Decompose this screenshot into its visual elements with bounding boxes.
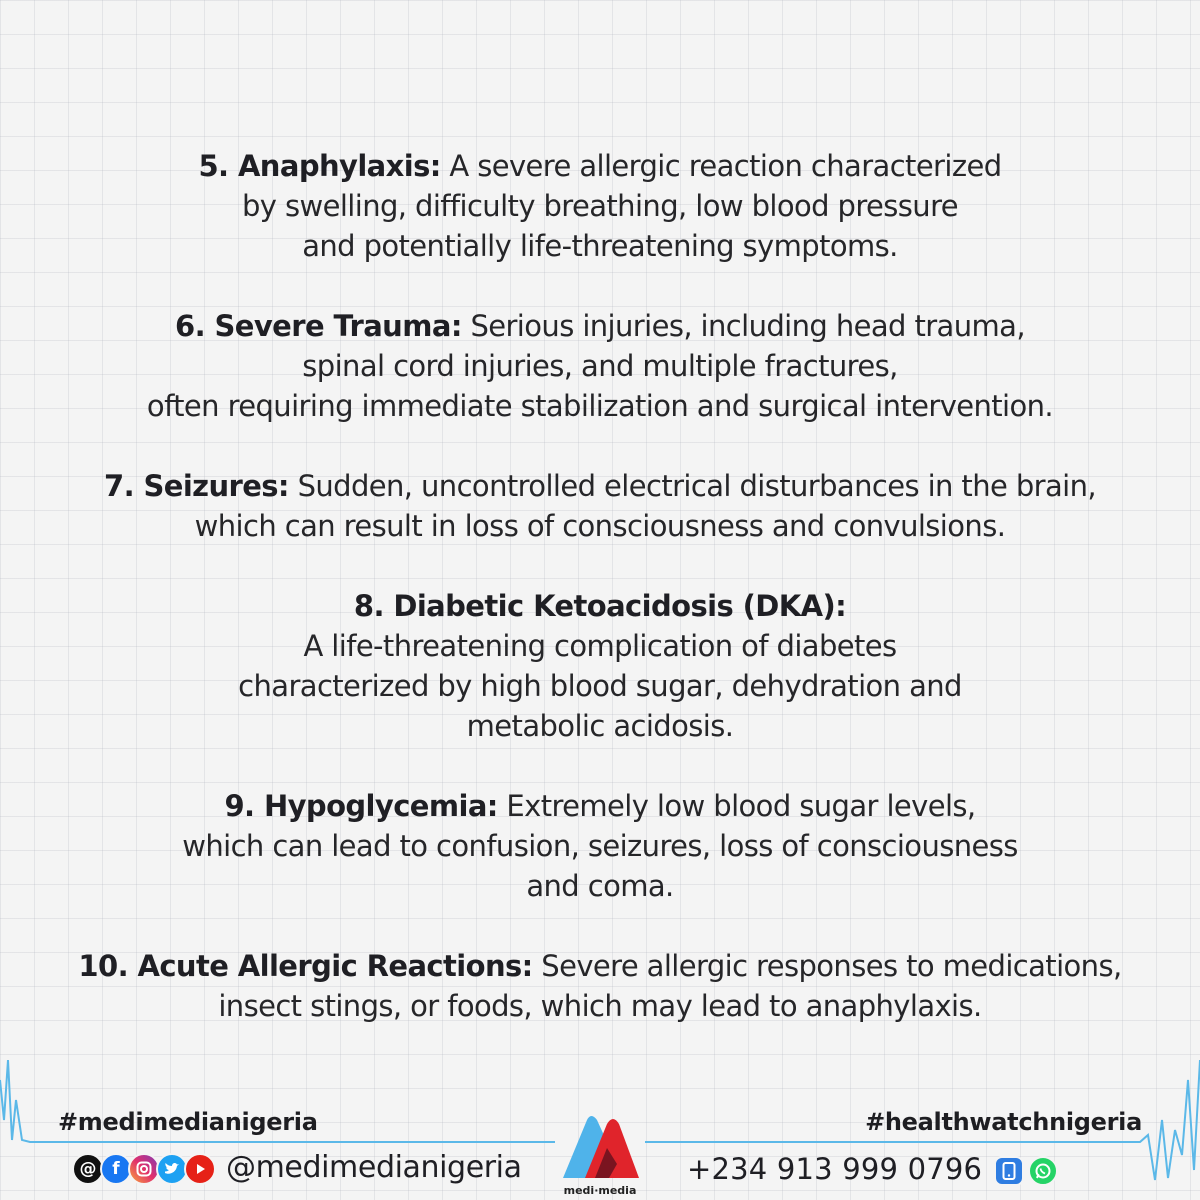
hashtag-medimedia[interactable]: #medimedianigeria xyxy=(58,1108,318,1136)
hashtag-healthwatch[interactable]: #healthwatchnigeria xyxy=(865,1108,1142,1136)
item-line xyxy=(0,306,1200,346)
whatsapp-icon[interactable] xyxy=(1028,1156,1058,1186)
list-item xyxy=(0,466,1200,546)
item-line xyxy=(0,466,1200,506)
social-icons xyxy=(72,1153,212,1185)
item-text: by swelling, difficulty breathing, low blood pressure xyxy=(241,189,959,223)
item-text: often requiring immediate stabilization and surgical intervention. xyxy=(146,389,1054,423)
facebook-icon[interactable]: f xyxy=(100,1153,132,1185)
item-text: Extremely low blood sugar levels, xyxy=(506,789,976,823)
phone-icon[interactable] xyxy=(994,1156,1024,1186)
item-text: which can result in loss of consciousness and convulsions. xyxy=(194,509,1006,543)
list-item xyxy=(0,146,1200,266)
item-title: 8. Diabetic Ketoacidosis (DKA): xyxy=(353,589,847,623)
item-title: 5. Anaphylaxis: xyxy=(198,149,441,183)
item-line xyxy=(0,586,1200,626)
item-text: Sudden, uncontrolled electrical disturbances in the brain, xyxy=(297,469,1097,503)
main-content xyxy=(0,146,1200,1066)
list-item xyxy=(0,786,1200,906)
item-text: A severe allergic reaction characterized xyxy=(449,149,1002,183)
item-text: Serious injuries, including head trauma, xyxy=(470,309,1025,343)
item-text: metabolic acidosis. xyxy=(466,709,734,743)
logo-text: medi·media xyxy=(563,1184,637,1197)
item-text: and potentially life-threatening symptoms. xyxy=(302,229,898,263)
threads-icon[interactable]: @ xyxy=(72,1153,104,1185)
social-handle[interactable]: @medimedianigeria xyxy=(226,1150,522,1185)
contact-icons xyxy=(994,1156,1054,1186)
item-title: 10. Acute Allergic Reactions: xyxy=(78,949,533,983)
list-item xyxy=(0,586,1200,746)
youtube-icon[interactable] xyxy=(184,1153,216,1185)
item-line xyxy=(0,786,1200,826)
item-text: which can lead to confusion, seizures, loss of consciousness xyxy=(182,829,1018,863)
item-title: 9. Hypoglycemia: xyxy=(224,789,498,823)
list-item xyxy=(0,946,1200,1026)
item-title: 6. Severe Trauma: xyxy=(175,309,462,343)
item-title: 7. Seizures: xyxy=(103,469,289,503)
item-text: insect stings, or foods, which may lead to anaphylaxis. xyxy=(218,989,982,1023)
item-text: spinal cord injuries, and multiple fractures, xyxy=(302,349,898,383)
item-text: Severe allergic responses to medications, xyxy=(541,949,1122,983)
item-line xyxy=(0,946,1200,986)
list-item xyxy=(0,306,1200,426)
item-text: and coma. xyxy=(526,869,674,903)
item-text: characterized by high blood sugar, dehydration and xyxy=(238,669,962,703)
phone-number[interactable]: +234 913 999 0796 xyxy=(687,1152,983,1186)
item-text: A life-threatening complication of diabetes xyxy=(303,629,897,663)
item-line xyxy=(0,146,1200,186)
